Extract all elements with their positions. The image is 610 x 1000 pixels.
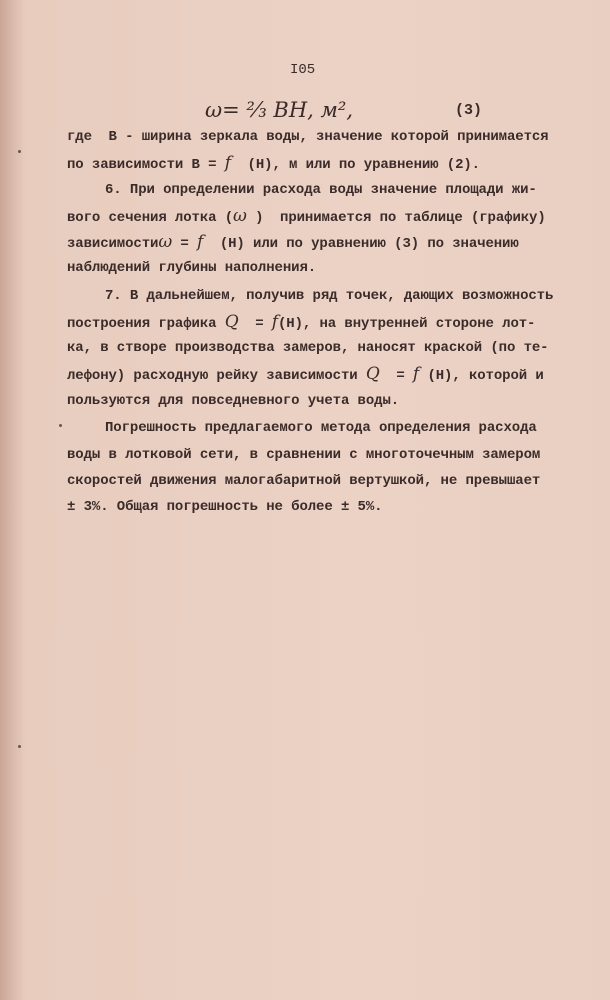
text-segment: (Н) или по уравнению (3) по значению xyxy=(219,236,519,252)
symbol-f: f xyxy=(197,232,204,252)
formula-omega: ω= ²⁄₃ BH, м², xyxy=(205,98,354,122)
text-segment: = xyxy=(172,236,197,252)
ink-speck xyxy=(59,424,62,427)
text-line: Погрешность предлагаемого метода определения расхода xyxy=(105,420,537,436)
symbol-f: f xyxy=(412,364,420,384)
symbol-f: f xyxy=(224,153,231,173)
text-line: ± 3%. Общая погрешность не более ± 5%. xyxy=(67,499,383,515)
text-segment: по зависимости В = xyxy=(67,157,225,173)
page-number: I05 xyxy=(290,62,316,78)
text-segment: (Н), которой и xyxy=(427,368,544,384)
text-line: 7. В дальнейшем, получив ряд точек, дающих возможность xyxy=(105,288,554,304)
symbol-omega: ω xyxy=(233,206,247,226)
text-line xyxy=(67,233,519,253)
equals: = xyxy=(388,368,413,384)
text-line xyxy=(67,154,480,174)
symbol-f: f xyxy=(271,312,278,332)
text-segment: ) принимается по таблице (графику) xyxy=(255,210,546,226)
text-segment: (Н), м или по уравнению (2). xyxy=(247,157,480,173)
text-line xyxy=(67,313,535,333)
text-line: воды в лотковой сети, в сравнении с многоточечным замером xyxy=(67,447,541,463)
equation-number: (3) xyxy=(455,102,483,119)
symbol-q: Q xyxy=(224,312,239,332)
text-line: ка, в створе производства замеров, наносят краской (по те- xyxy=(67,340,549,356)
text-line: пользуются для повседневного учета воды. xyxy=(67,393,400,409)
text-line xyxy=(67,207,546,227)
text-segment: вого сечения лотка ( xyxy=(67,210,234,226)
text-segment: лефону) расходную рейку зависимости xyxy=(67,368,366,384)
symbol-omega: ω xyxy=(158,232,173,252)
ink-speck xyxy=(18,745,21,748)
text-segment: зависимости xyxy=(67,236,159,252)
text-segment: построения графика xyxy=(67,316,225,332)
text-line: где В - ширина зеркала воды, значение которой принимается xyxy=(67,129,549,145)
text-line: 6. При определении расхода воды значение площади жи- xyxy=(105,182,537,198)
text-line: наблюдений глубины наполнения. xyxy=(67,260,317,276)
equals: = xyxy=(246,316,272,332)
text-line xyxy=(67,365,544,385)
ink-speck xyxy=(18,150,21,153)
text-segment: (Н), на внутренней стороне лот- xyxy=(278,316,536,332)
text-line: скоростей движения малогабаритной вертушкой, не превышает xyxy=(67,473,541,489)
symbol-q: Q xyxy=(365,364,380,384)
